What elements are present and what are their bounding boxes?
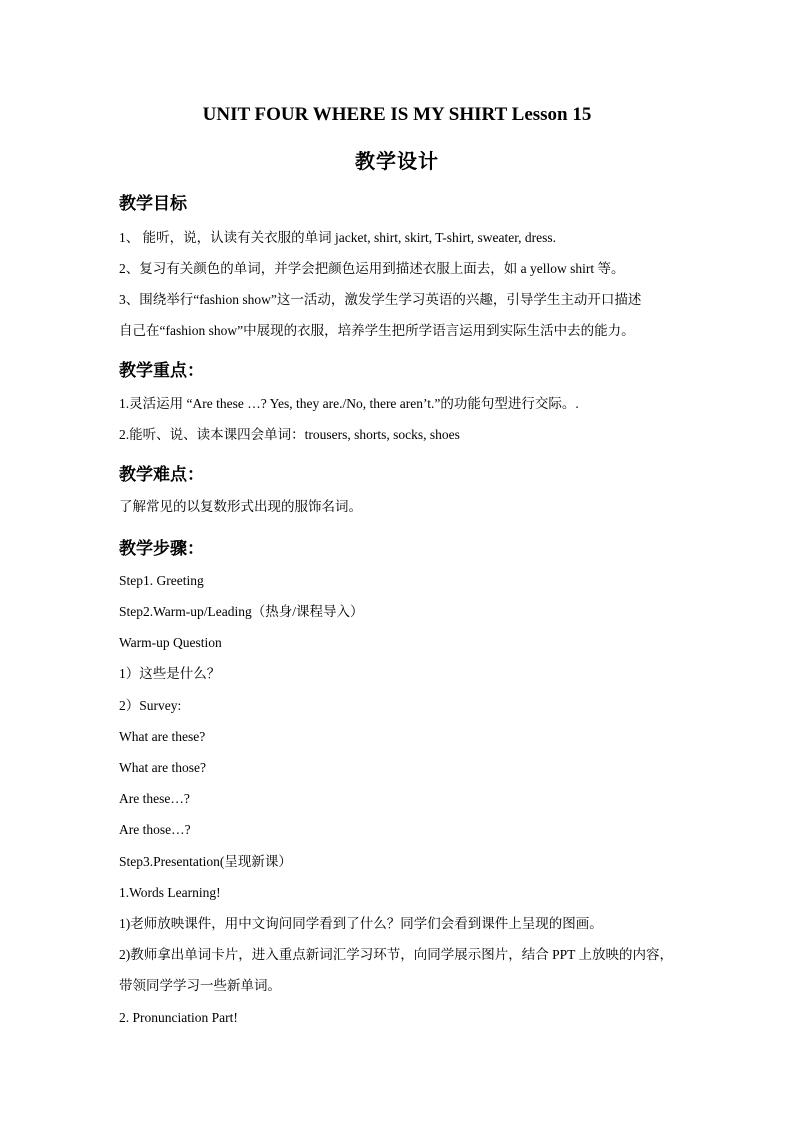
step-line: 1）这些是什么？ (119, 666, 221, 681)
difficulty-item: 了解常见的以复数形式出现的服饰名词。 (119, 499, 362, 514)
step-line: Are those…? (119, 822, 191, 837)
objective-item: 自己在“fashion show”中展现的衣服，培养学生把所学语言运用到实际生活中去的能力。 (119, 323, 635, 338)
step-line: 2. Pronunciation Part! (119, 1010, 238, 1025)
section-heading-steps: 教学步骤： (119, 539, 204, 558)
step-line: Step2.Warm-up/Leading（热身/课程导入） (119, 604, 364, 619)
step-line: What are those? (119, 760, 206, 775)
objective-item: 2、复习有关颜色的单词，并学会把颜色运用到描述衣服上面去，如 a yellow shirt 等。 (119, 261, 625, 276)
objective-item: 3、围绕举行“fashion show”这一活动，激发学生学习英语的兴趣，引导学生主动开口描述 (119, 292, 642, 307)
step-line: 2)教师拿出单词卡片，进入重点新词汇学习环节，向同学展示图片，结合 PPT 上放映的内容， (119, 947, 674, 962)
section-heading-difficulties: 教学难点： (119, 465, 204, 484)
key-point-item: 1.灵活运用 “Are these …? Yes, they are./No, there aren’t.”的功能句型进行交际。. (119, 396, 579, 411)
step-line: 1)老师放映课件，用中文询问同学看到了什么？同学们会看到课件上呈现的图画。 (119, 916, 603, 931)
step-line: 1.Words Learning! (119, 885, 221, 900)
document-subtitle: 教学设计 (355, 151, 439, 173)
step-line: 2）Survey: (119, 698, 182, 713)
objective-item: 1、 能听，说，认读有关衣服的单词 jacket, shirt, skirt, T-shirt, sweater, dress. (119, 230, 557, 245)
section-heading-key-points: 教学重点： (119, 361, 204, 380)
section-heading-objectives: 教学目标 (119, 194, 187, 213)
step-line: Step3.Presentation(呈现新课） (119, 854, 292, 869)
step-line: Are these…? (119, 791, 190, 806)
document-title: UNIT FOUR WHERE IS MY SHIRT Lesson 15 (202, 104, 592, 125)
step-line: What are these? (119, 729, 206, 744)
step-line: 带领同学学习一些新单词。 (119, 978, 281, 993)
key-point-item: 2.能听、说、读本课四会单词：trousers, shorts, socks, shoes (119, 427, 460, 442)
step-line: Warm-up Question (119, 635, 222, 650)
step-line: Step1. Greeting (119, 573, 204, 588)
